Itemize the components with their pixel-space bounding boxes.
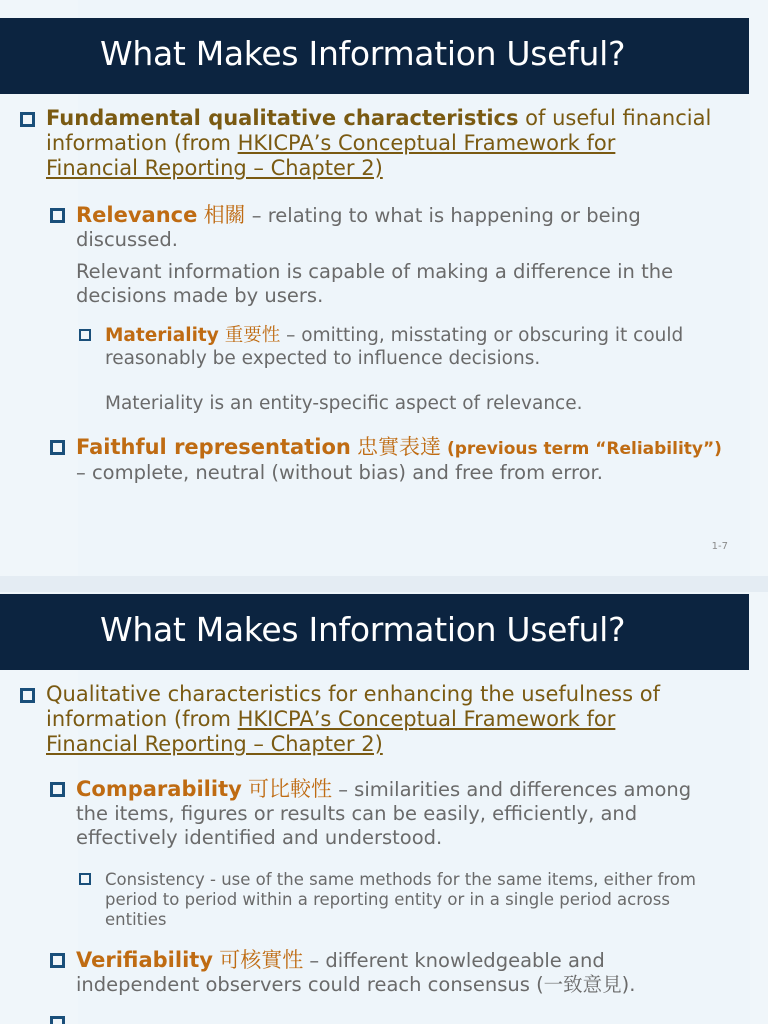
intro-bold: Fundamental qualitative characteristics xyxy=(46,106,519,130)
comparability-cjk: 可比較性 xyxy=(248,777,333,801)
slide-title: What Makes Information Useful? xyxy=(100,610,626,649)
square-bullet-icon xyxy=(50,208,65,223)
title-bar xyxy=(0,594,749,670)
square-bullet-icon xyxy=(79,329,91,341)
framework-link[interactable]: HKICPA’s Conceptual Framework for Financial Reporting – Chapter 2) xyxy=(46,131,616,180)
faithful-cjk: 忠實表達 xyxy=(357,435,442,459)
intro-text: Qualitative characteristics for enhancing the usefulness of information (from xyxy=(46,682,660,731)
consistency-text: Consistency - use of the same methods for the same items, either from period to period within a reporting entity or in a single period across entities xyxy=(105,870,696,929)
framework-link[interactable]: HKICPA’s Conceptual Framework for Financial Reporting – Chapter 2) xyxy=(46,707,616,756)
bullet-fundamental-characteristics xyxy=(0,106,768,181)
bullet-verifiability xyxy=(0,948,768,997)
slide-content xyxy=(0,682,768,1011)
square-bullet-icon xyxy=(20,112,35,127)
square-bullet-icon xyxy=(50,1016,65,1024)
faithful-note: (previous term “Reliability”) xyxy=(441,439,722,459)
bullet-faithful-representation xyxy=(0,435,768,485)
slide-2 xyxy=(0,592,768,1024)
relevance-desc: – relating to what is happening or being discussed. xyxy=(76,204,641,251)
materiality-cjk: 重要性 xyxy=(224,325,281,346)
page-number: 1-7 xyxy=(711,541,728,552)
bullet-enhancing-characteristics xyxy=(0,682,768,757)
materiality-paragraph: Materiality is an entity-specific aspect of relevance. xyxy=(105,393,583,414)
faithful-desc: – complete, neutral (without bias) and free from error. xyxy=(76,461,603,484)
faithful-term: Faithful representation xyxy=(76,435,351,459)
bullet-consistency xyxy=(0,870,768,930)
slide-content xyxy=(0,106,768,485)
square-bullet-icon xyxy=(50,440,65,455)
bullet-materiality xyxy=(0,324,768,370)
bullet-comparability xyxy=(0,777,768,850)
verifiability-cjk: 可核實性 xyxy=(219,948,304,972)
square-bullet-icon xyxy=(50,953,65,968)
relevance-paragraph: Relevant information is capable of making a difference in the decisions made by users. xyxy=(76,260,674,307)
title-bar xyxy=(0,18,749,94)
materiality-term: Materiality xyxy=(105,325,219,346)
verifiability-desc: – different knowledgeable and independent observers could reach consensus (一致意見). xyxy=(76,949,636,996)
square-bullet-icon xyxy=(50,782,65,797)
materiality-desc: – omitting, misstating or obscuring it could reasonably be expected to influence decisions. xyxy=(105,325,684,369)
verifiability-term: Verifiability xyxy=(76,948,213,972)
square-bullet-icon xyxy=(79,873,91,885)
square-bullet-icon xyxy=(20,688,35,703)
relevance-cjk: 相關 xyxy=(203,203,246,227)
intro-text: of useful financial information (from xyxy=(46,106,712,155)
bullet-relevance xyxy=(0,203,768,252)
relevance-term: Relevance xyxy=(76,203,198,227)
comparability-term: Comparability xyxy=(76,777,242,801)
comparability-desc: – similarities and differences among the items, figures or results can be easily, efficiently, and effectively identified and understood. xyxy=(76,778,692,849)
slide-title: What Makes Information Useful? xyxy=(100,34,626,73)
